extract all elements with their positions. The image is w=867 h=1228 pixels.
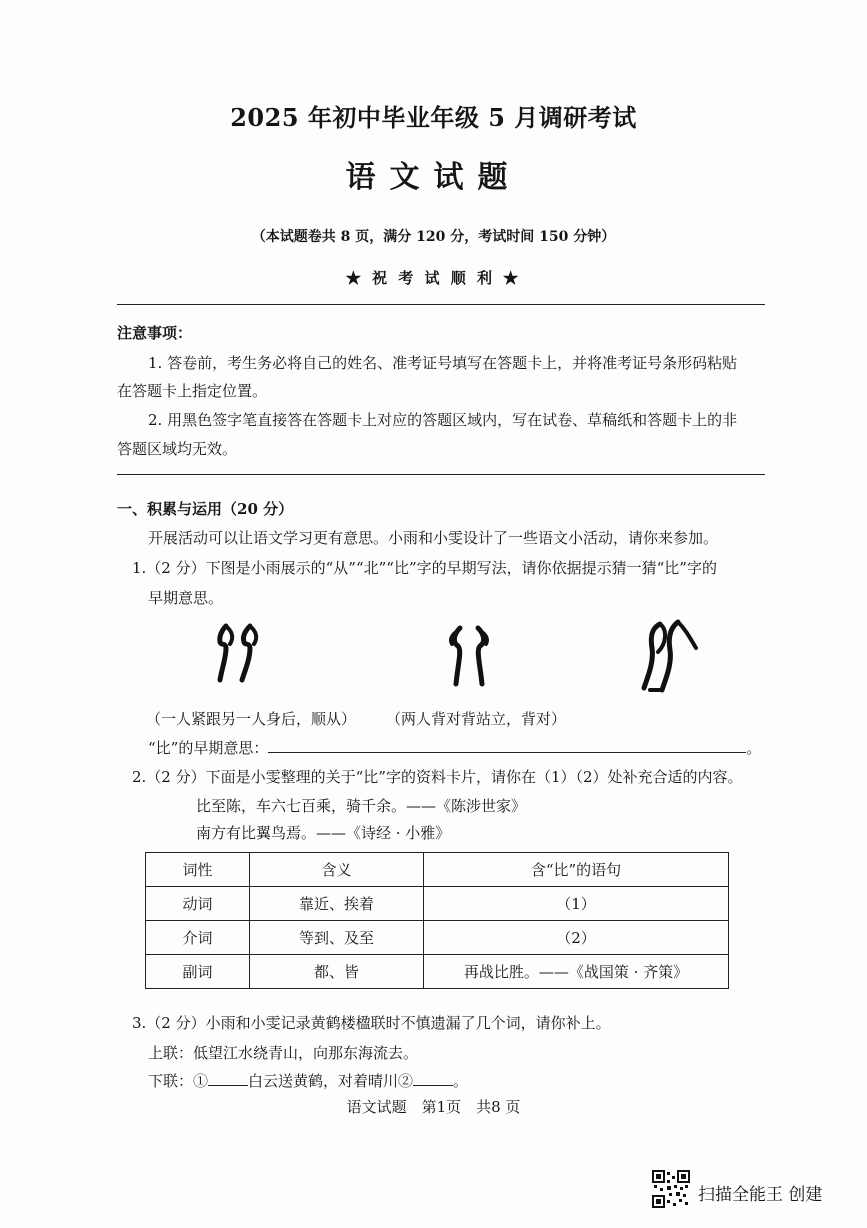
q2-quote-1: 比至陈，车六七百乘，骑千余。——《陈涉世家》 — [196, 797, 527, 815]
table-cell-answer-1[interactable]: （1） — [424, 887, 729, 921]
notice-item-1-cont: 在答题卡上指定位置。 — [117, 382, 268, 400]
q3-blank-1[interactable] — [208, 1073, 248, 1086]
good-luck-banner: ★ 祝 考 试 顺 利 ★ — [345, 269, 522, 287]
table-header-row — [146, 853, 729, 887]
q2-quote-2: 南方有比翼鸟焉。——《诗经 · 小雅》 — [196, 824, 451, 842]
ancient-cong-glyph — [212, 622, 268, 684]
table-cell: 再战比胜。——《战国策 · 齐策》 — [424, 955, 729, 989]
section-heading: 一、积累与运用（20 分） — [117, 500, 294, 518]
table-header: 含“比”的语句 — [424, 853, 729, 887]
caption-cong: （一人紧跟另一人身后，顺从） — [146, 710, 357, 728]
q1-prompt: 1.（2 分）下图是小雨展示的“从”“北”“比”字的早期写法，请你依据提示猜一猜“比”字的 — [132, 559, 717, 577]
exam-subject: 语文试题 — [345, 160, 522, 195]
q2-prompt: 2.（2 分）下面是小雯整理的关于“比”字的资料卡片，请你在（1）（2）处补充合适的内容。 — [132, 768, 743, 786]
qr-code-icon — [652, 1170, 690, 1208]
table-cell: 都、皆 — [250, 955, 424, 989]
table-cell-answer-2[interactable]: （2） — [424, 921, 729, 955]
table-row — [146, 955, 729, 989]
page-footer: 语文试题 第1页 共8 页 — [346, 1098, 521, 1116]
table-cell: 靠近、挨着 — [250, 887, 424, 921]
divider-bottom — [117, 474, 765, 475]
q1-answer-blank[interactable] — [268, 738, 746, 753]
table-cell: 等到、及至 — [250, 921, 424, 955]
table-row — [146, 887, 729, 921]
divider-top — [117, 304, 765, 305]
table-cell: 介词 — [146, 921, 250, 955]
bi-word-card-table — [145, 852, 729, 989]
notice-item-2: 2. 用黑色签字笔直接答在答题卡上对应的答题区域内，写在试卷、草稿纸和答题卡上的非 — [148, 411, 738, 429]
q1-answer-end: 。 — [746, 739, 762, 757]
q3-blank-2[interactable] — [413, 1073, 453, 1086]
exam-title: 2025 年初中毕业年级 5 月调研考试 — [230, 103, 637, 132]
table-header: 含义 — [250, 853, 424, 887]
table-row — [146, 921, 729, 955]
q3-lower-couplet — [148, 1070, 468, 1091]
q3-lower-prefix: 下联：① — [148, 1072, 209, 1090]
section-intro: 开展活动可以让语文学习更有意思。小雨和小雯设计了一些语文小活动，请你来参加。 — [148, 529, 719, 547]
q3-lower-mid: 白云送黄鹤，对着晴川② — [248, 1072, 414, 1090]
q3-upper-couplet: 上联：低望江水绕青山，向那东海流去。 — [148, 1044, 419, 1062]
table-cell: 副词 — [146, 955, 250, 989]
table-header: 词性 — [146, 853, 250, 887]
q3-prompt: 3.（2 分）小雨和小雯记录黄鹤楼楹联时不慎遗漏了几个词，请你补上。 — [132, 1014, 611, 1032]
exam-info: （本试题卷共 8 页，满分 120 分，考试时间 150 分钟） — [251, 229, 616, 245]
q3-lower-end: 。 — [453, 1072, 469, 1090]
ancient-bi-glyph — [638, 618, 700, 694]
scanner-watermark: 扫描全能王 创建 — [698, 1185, 823, 1205]
q1-answer-label: “比”的早期意思： — [148, 739, 269, 757]
notice-heading: 注意事项： — [117, 324, 193, 342]
notice-item-2-cont: 答题区域均无效。 — [117, 440, 238, 458]
notice-item-1: 1. 答卷前，考生务必将自己的姓名、准考证号填写在答题卡上，并将准考证号条形码粘贴 — [148, 354, 738, 372]
q1-answer-line — [148, 737, 761, 758]
q1-prompt-cont: 早期意思。 — [148, 589, 224, 607]
ancient-bei-glyph — [446, 624, 494, 688]
caption-bei: （两人背对背站立，背对） — [386, 710, 567, 728]
table-cell: 动词 — [146, 887, 250, 921]
